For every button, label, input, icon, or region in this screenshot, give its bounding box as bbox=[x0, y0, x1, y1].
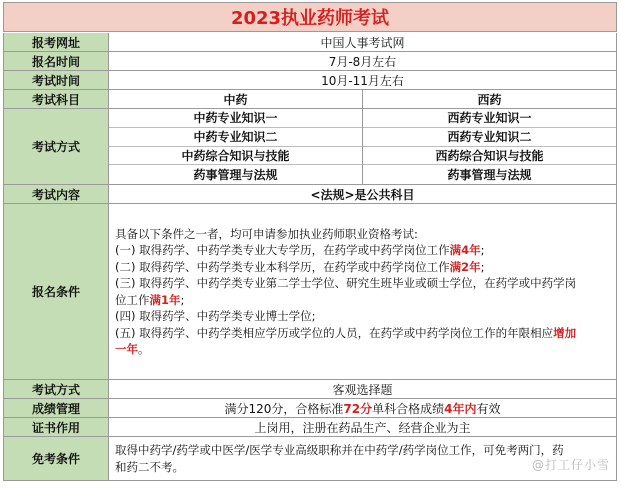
condition-5-cont: 一年。 bbox=[115, 342, 150, 356]
chinese-medicine-subjects bbox=[109, 109, 363, 185]
condition-5: (五) 取得药学、中药学类相应学历或学位的人员，在药学或中药学岗位工作的年限相应增加 bbox=[115, 325, 577, 340]
row-label: 成绩管理 bbox=[4, 399, 109, 418]
page-title: 2023执业药师考试 bbox=[3, 2, 617, 32]
condition-2: (二) 取得药学、中药学类专业本科学历，在药学或中药学岗位工作满2年; bbox=[115, 259, 485, 274]
subject-western-medicine: 西药 bbox=[363, 90, 617, 109]
condition-1: (一) 取得药学、中药学类专业大专学历，在药学或中药学岗位工作满4年; bbox=[115, 243, 485, 257]
list-item: 西药综合知识与技能 bbox=[363, 147, 616, 166]
row-value: 客观选择题 bbox=[109, 380, 617, 399]
table-row-subjects bbox=[3, 90, 617, 109]
table-row-exemption bbox=[3, 437, 617, 481]
list-item: 西药专业知识二 bbox=[363, 128, 616, 147]
subject-chinese-medicine: 中药 bbox=[109, 90, 363, 109]
row-label: 免考条件 bbox=[4, 437, 109, 481]
list-item: 药事管理与法规 bbox=[193, 168, 278, 183]
table-row-certificate bbox=[3, 418, 617, 437]
watermark: @打工仔小雪 bbox=[531, 458, 610, 472]
exemption-line-2: 和药二不考。 bbox=[115, 459, 184, 474]
table-row-conditions bbox=[3, 204, 617, 380]
list-item: 西药专业知识一 bbox=[363, 109, 616, 128]
table-row-exam-method bbox=[3, 109, 617, 185]
row-label: 考试科目 bbox=[4, 90, 109, 109]
row-label: 报考网址 bbox=[4, 33, 109, 52]
row-value: 10月-11月左右 bbox=[109, 71, 617, 90]
row-label: 报名时间 bbox=[4, 52, 109, 71]
table-row-registration-time bbox=[3, 52, 617, 71]
row-label: 考试方式 bbox=[4, 109, 109, 185]
row-label: 报名条件 bbox=[4, 204, 109, 380]
table-row-exam-time bbox=[3, 71, 617, 90]
list-item: 药事管理与法规 bbox=[447, 168, 532, 183]
row-value: 中国人事考试网 bbox=[109, 33, 617, 52]
row-label: 证书作用 bbox=[4, 418, 109, 437]
condition-3-cont: 位工作满1年; bbox=[115, 292, 185, 307]
list-item: 中药专业知识一 bbox=[109, 109, 362, 128]
row-value: 满分120分，合格标准 72分 单科合格成绩 4年内 有效 bbox=[109, 399, 617, 418]
exemption-text bbox=[109, 437, 617, 481]
table-row-site bbox=[3, 33, 617, 52]
row-label: 考试内容 bbox=[4, 185, 109, 204]
table-row-exam-content bbox=[3, 185, 617, 204]
condition-4: (四) 取得药学、中药学类专业博士学位; bbox=[115, 309, 316, 323]
list-item: 中药综合知识与技能 bbox=[109, 147, 362, 166]
row-value: 7月-8月左右 bbox=[109, 52, 617, 71]
table-row-score bbox=[3, 399, 617, 418]
row-value: 上岗用，注册在药品生产、经营企业为主 bbox=[109, 418, 617, 437]
table-row-exam-format bbox=[3, 380, 617, 399]
row-label: 考试方式 bbox=[4, 380, 109, 399]
western-medicine-subjects bbox=[363, 109, 617, 185]
exemption-line-1: 取得中药学/药学或中医学/医学专业高级职称并在中药学/药学岗位工作，可免考两门，药 bbox=[115, 442, 564, 457]
list-item: 中药专业知识二 bbox=[109, 128, 362, 147]
row-value: <法规>是公共科目 bbox=[109, 185, 617, 204]
condition-3: (三) 取得药学、中药学类专业第二学士学位、研究生班毕业或硕士学位，在药学或中药学岗 bbox=[115, 276, 577, 290]
conditions-text bbox=[109, 204, 617, 380]
info-table bbox=[3, 33, 617, 481]
conditions-intro: 具备以下条件之一者，均可申请参加执业药师职业资格考试: bbox=[115, 226, 418, 241]
row-label: 考试时间 bbox=[4, 71, 109, 90]
